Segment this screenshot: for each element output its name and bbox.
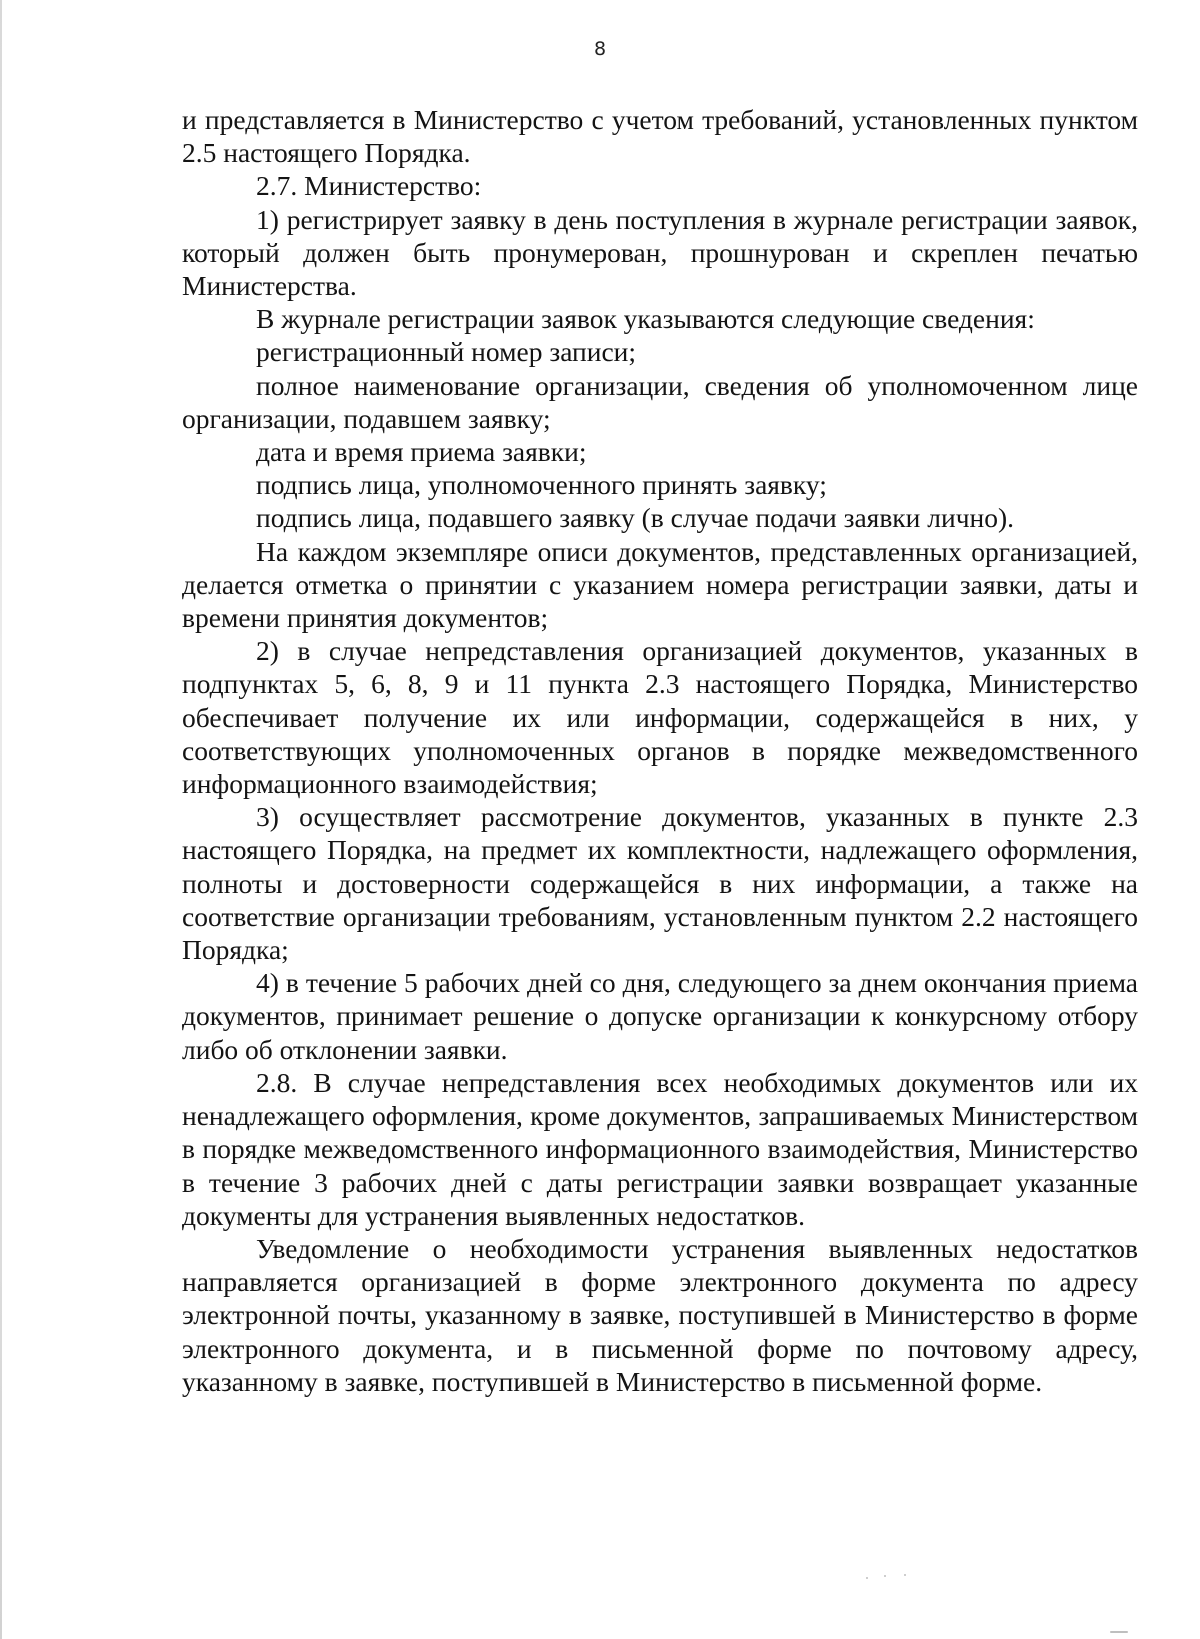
paragraph-notification: Уведомление о необходимости устранения выявленных недостатков направляется организацией в форме электронного документа по адресу электронной почты, указанному в заявке, поступившей в Министерство в форме электронного документа, и в письменной форме по почтовому адресу, указанному в заявке, поступившей в Министерство в письменной форме. [182,1232,1138,1397]
paragraph-item-1: 1) регистрирует заявку в день поступления в журнале регистрации заявок, который должен быть пронумерован, прошнурован и скреплен печатью Министерства. [182,203,1138,302]
paragraph-journal-field-4: подпись лица, уполномоченного принять заявку; [256,469,827,501]
paragraph-inventory-mark: На каждом экземпляре описи документов, представленных организацией, делается отметка о принятии с указанием номера регистрации заявки, даты и времени принятия документов; [182,535,1138,634]
scan-speck [1110,1631,1128,1633]
scan-speck [884,1575,886,1577]
scan-edge [0,0,2,1639]
paragraph-journal-intro: В журнале регистрации заявок указываются следующие сведения: [256,303,1035,335]
paragraph-journal-field-2: полное наименование организации, сведения об уполномоченном лице организации, подавшем заявку; [182,369,1138,434]
paragraph-item-4: 4) в течение 5 рабочих дней со дня, следующего за днем окончания приема документов, принимает решение о допуске организации к конкурсному отбору либо об отклонении заявки. [182,967,1138,1065]
paragraph-item-3: 3) осуществляет рассмотрение документов, указанных в пункте 2.3 настоящего Порядка, на предмет их комплектности, надлежащего оформления, полноты и достоверности содержащейся в них информации, а также на соответствие организации требованиям, установленным пунктом 2.2 настоящего Порядка; [182,801,1138,966]
paragraph-item-2: 2) в случае непредставления организацией документов, указанных в подпунктах 5, 6, 8, 9 и 11 пункта 2.3 настоящего Порядка, Министерство обеспечивает получение их или информации, содержащейся в них, у соответствующих уполномоченных органов в порядке межведомственного информационного взаимодействия; [182,635,1138,800]
paragraph-journal-field-1: регистрационный номер записи; [256,336,637,368]
paragraph-journal-field-5: подпись лица, подавшего заявку (в случае подачи заявки лично). [256,502,1015,534]
scan-speck [904,1574,906,1576]
paragraph-section-2-7: 2.7. Министерство: [256,170,482,202]
paragraph-section-2-8: 2.8. В случае непредставления всех необходимых документов или их ненадлежащего оформления, кроме документов, запрашиваемых Министерством в порядке межведомственного информационного взаимодействия, Министерство в течение 3 рабочих дней с даты регистрации заявки возвращает указанные документы для устранения выявленных недостатков. [182,1066,1138,1231]
scan-speck [866,1577,868,1579]
document-body [182,103,1138,1398]
paragraph-continuation: и представляется в Министерство с учетом требований, установленных пунктом 2.5 настоящего Порядка. [182,104,1138,169]
paragraph-journal-field-3: дата и время приема заявки; [256,436,587,468]
page-number: 8 [593,38,607,60]
